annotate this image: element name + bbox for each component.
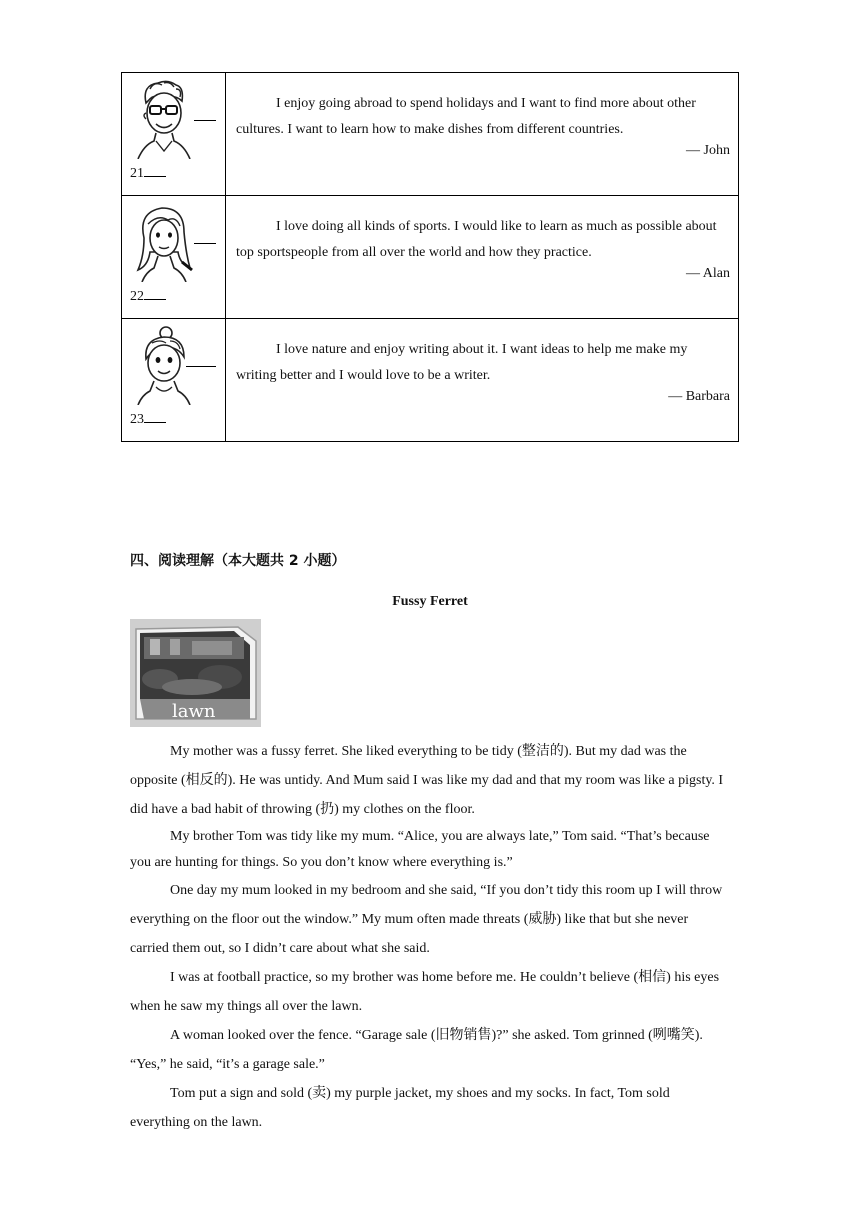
story-paragraph: Tom put a sign and sold (卖) my purple jacket, my shoes and my socks. In fact, Tom sold everything on the lawn.	[130, 1086, 670, 1130]
story-paragraph: A woman looked over the fence. “Garage sale (旧物销售)?” she asked. Tom grinned (咧嘴笑). “Yes,” he said, “it’s a garage sale.”	[130, 1028, 703, 1072]
description-text: I enjoy going abroad to spend holidays and I want to find more about other cultures. I want to learn how to make dishes from different countries.	[236, 96, 696, 137]
woman-long-hair-icon	[132, 202, 194, 282]
answer-blank-line	[194, 243, 216, 244]
answer-blank[interactable]	[144, 410, 166, 423]
lawn-photo	[130, 619, 261, 727]
description-cell	[226, 73, 739, 196]
story-paragraph: One day my mum looked in my bedroom and she said, “If you don’t tidy this room up I will throw everything on the floor out the window.” My mum often made threats (威胁) like that but she never carried them out, so I didn’t care about what she said.	[130, 883, 723, 956]
description-text: I love doing all kinds of sports. I would like to learn as much as possible about top sportspeople from all over the world and how they practice.	[236, 219, 717, 260]
man-with-glasses-icon	[132, 79, 194, 159]
question-number-text: 23	[130, 412, 144, 427]
lawn-caption: lawn	[172, 701, 216, 722]
question-number-text: 22	[130, 289, 144, 304]
question-number	[130, 164, 166, 182]
story-paragraph: My mother was a fussy ferret. She liked everything to be tidy (整洁的). But my dad was the opposite (相反的). He was untidy. And Mum said I was like my dad and that my room was like a pigsty. I did have a bad habit of throwing (扔) my clothes on the floor.	[130, 744, 724, 817]
answer-blank-line	[194, 120, 216, 121]
matching-table	[121, 72, 739, 442]
answer-cell	[122, 319, 226, 442]
answer-cell	[122, 196, 226, 319]
answer-blank[interactable]	[144, 164, 166, 177]
woman-bun-hair-icon	[132, 325, 194, 405]
table-row	[122, 73, 739, 196]
description-cell	[226, 196, 739, 319]
answer-blank-line	[186, 366, 216, 367]
table-row	[122, 196, 739, 319]
story-title: Fussy Ferret	[392, 594, 468, 609]
story-paragraph: My brother Tom was tidy like my mum. “Alice, you are always late,” Tom said. “That’s because you are hunting for things. So you don’t know where everything is.”	[130, 829, 710, 870]
signature: — Alan	[686, 266, 730, 281]
signature: — John	[686, 143, 730, 158]
description-cell	[226, 319, 739, 442]
story-paragraph: I was at football practice, so my brother was home before me. He couldn’t believe (相信) his eyes when he saw my things all over the lawn.	[130, 970, 720, 1014]
question-number	[130, 410, 166, 428]
signature: — Barbara	[668, 389, 730, 404]
question-number-text: 21	[130, 166, 144, 181]
table-row	[122, 319, 739, 442]
section-heading: 四、阅读理解（本大题共 2 小题）	[130, 553, 346, 569]
story-body	[130, 737, 730, 1137]
answer-cell	[122, 73, 226, 196]
answer-blank[interactable]	[144, 287, 166, 300]
description-text: I love nature and enjoy writing about it. I want ideas to help me make my writing better and I would love to be a writer.	[236, 342, 688, 383]
question-number	[130, 287, 166, 305]
